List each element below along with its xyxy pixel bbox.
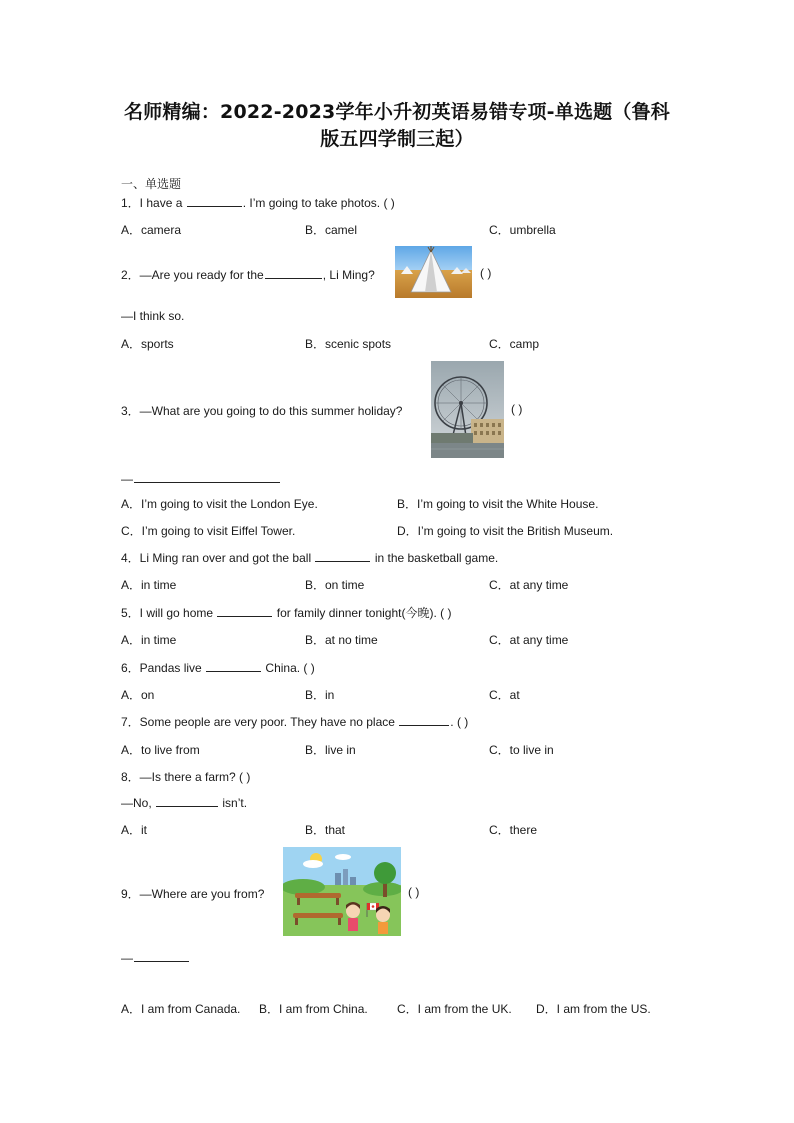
reply-text-end: isn’t. — [222, 796, 248, 810]
option-c[interactable]: C．there — [489, 823, 538, 837]
option-b[interactable]: B．scenic spots — [305, 337, 392, 351]
question-8-reply — [121, 795, 247, 810]
option-a[interactable]: A．sports — [121, 337, 174, 351]
question-1-text: 1．I have a — [121, 196, 183, 210]
page-title-line2: 版五四学制三起） — [320, 128, 474, 150]
question-1 — [121, 194, 395, 211]
answer-blank — [265, 267, 322, 279]
park-kids-image — [283, 847, 401, 936]
option-c[interactable]: C．umbrella — [489, 223, 556, 237]
question-5 — [121, 604, 451, 621]
option-a[interactable]: A．it — [121, 823, 148, 837]
answer-blank — [134, 950, 189, 962]
question-6-text-end: China. ( ) — [265, 661, 315, 675]
answer-blank — [187, 195, 242, 207]
option-b[interactable]: B．camel — [305, 223, 358, 237]
question-3-text: 3．—What are you going to do this summer holiday? — [121, 404, 403, 418]
option-c[interactable]: C．to live in — [489, 743, 554, 757]
answer-blank — [399, 714, 449, 726]
question-9-text: 9．—Where are you from? — [121, 887, 265, 901]
question-2-text-end: , Li Ming? — [322, 268, 375, 282]
question-7 — [121, 713, 468, 730]
question-3-reply — [121, 471, 281, 486]
option-b[interactable]: B．live in — [305, 743, 356, 757]
answer-blank — [206, 660, 261, 672]
question-9-paren: ( ) — [408, 885, 420, 899]
section-heading: 一、单选题 — [121, 177, 182, 191]
question-4-text-end: in the basketball game. — [374, 551, 499, 565]
option-b[interactable]: B．I am from China. — [259, 1002, 368, 1016]
question-4-text: 4．Li Ming ran over and got the ball — [121, 551, 312, 565]
option-d[interactable]: D．I’m going to visit the British Museum. — [397, 524, 614, 538]
option-c[interactable]: C．at any time — [489, 578, 569, 592]
london-eye-image — [431, 361, 504, 458]
question-2-text: 2．—Are you ready for the — [121, 268, 264, 282]
question-6 — [121, 659, 315, 676]
option-d[interactable]: D．I am from the US. — [536, 1002, 651, 1016]
option-b[interactable]: B．I’m going to visit the White House. — [397, 497, 599, 511]
reply-dash: — — [121, 472, 133, 486]
answer-blank — [315, 550, 370, 562]
answer-blank — [156, 795, 218, 807]
page-title-line1: 名师精编：2022-2023学年小升初英语易错专项-单选题（鲁科 — [124, 101, 670, 123]
option-a[interactable]: A．I am from Canada. — [121, 1002, 241, 1016]
question-9-reply — [121, 950, 190, 965]
question-3-paren: ( ) — [511, 402, 523, 416]
option-b[interactable]: B．in — [305, 688, 335, 702]
question-7-text: 7．Some people are very poor. They have no place — [121, 715, 395, 729]
question-2-paren: ( ) — [480, 266, 492, 280]
option-a[interactable]: A．on — [121, 688, 155, 702]
reply-text: —No, — [121, 796, 152, 810]
option-a[interactable]: A．in time — [121, 633, 177, 647]
answer-blank — [217, 605, 272, 617]
option-c[interactable]: C．camp — [489, 337, 540, 351]
option-b[interactable]: B．at no time — [305, 633, 378, 647]
question-4 — [121, 549, 498, 566]
option-a[interactable]: A．camera — [121, 223, 182, 237]
question-1-text-end: . I’m going to take photos. ( ) — [242, 196, 395, 210]
question-6-text: 6．Pandas live — [121, 661, 202, 675]
question-2 — [121, 266, 375, 283]
question-5-text-end: for family dinner tonight(今晚). ( ) — [276, 606, 452, 620]
option-a[interactable]: A．I’m going to visit the London Eye. — [121, 497, 318, 511]
option-a[interactable]: A．to live from — [121, 743, 200, 757]
reply-dash: — — [121, 951, 133, 965]
option-b[interactable]: B．that — [305, 823, 346, 837]
option-b[interactable]: B．on time — [305, 578, 365, 592]
option-c[interactable]: C．at any time — [489, 633, 569, 647]
question-5-text: 5．I will go home — [121, 606, 214, 620]
option-c[interactable]: C．I’m going to visit Eiffel Tower. — [121, 524, 296, 538]
option-c[interactable]: C．I am from the UK. — [397, 1002, 512, 1016]
question-8-text: 8．—Is there a farm? ( ) — [121, 770, 251, 784]
option-a[interactable]: A．in time — [121, 578, 177, 592]
question-7-text-end: . ( ) — [450, 715, 469, 729]
tent-camp-image — [395, 246, 472, 298]
answer-blank — [134, 471, 280, 483]
question-2-reply: —I think so. — [121, 309, 185, 323]
option-c[interactable]: C．at — [489, 688, 520, 702]
